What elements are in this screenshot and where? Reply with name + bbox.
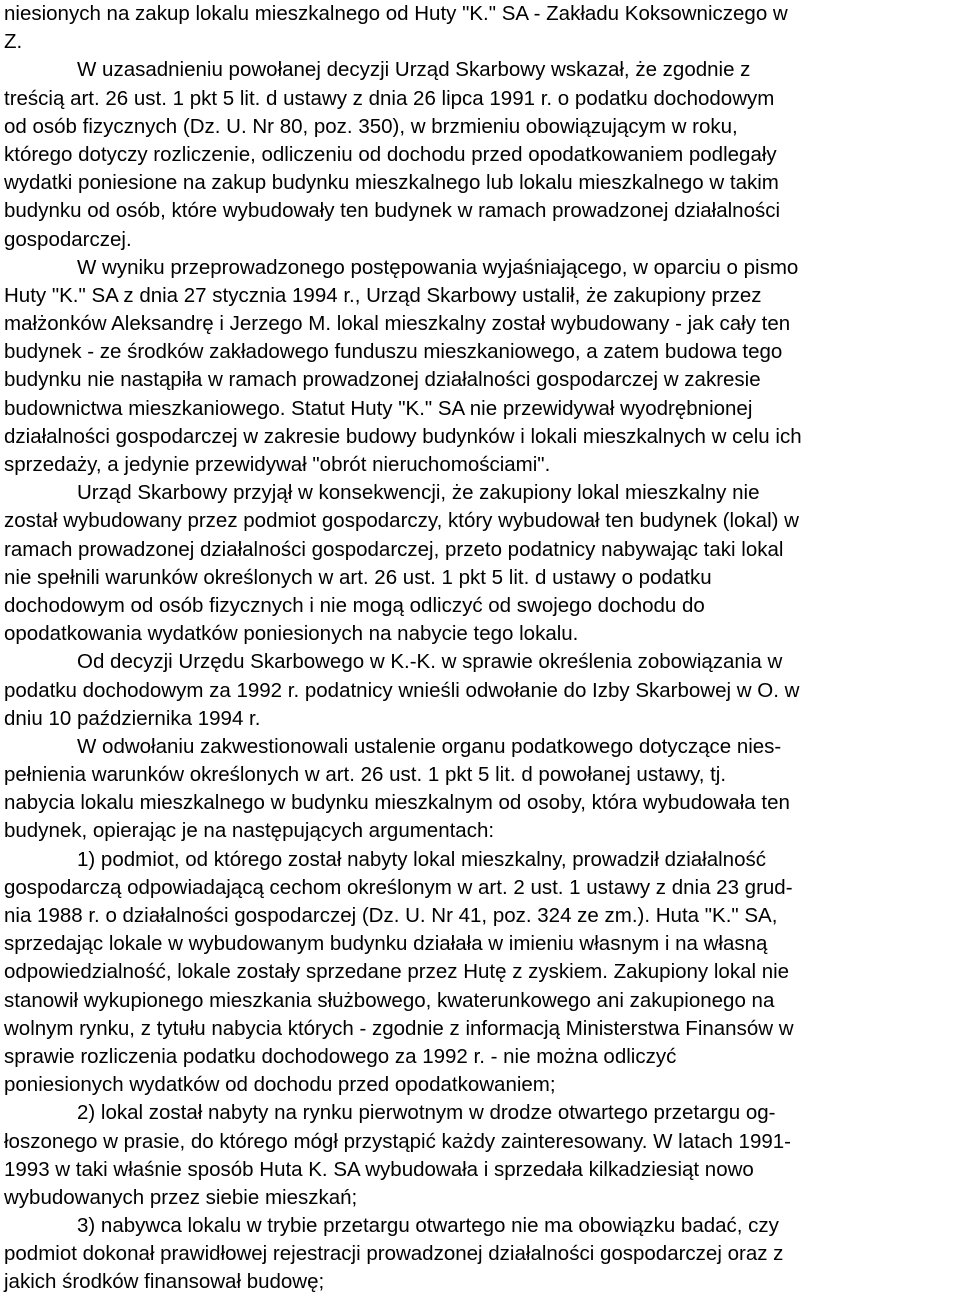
text-line: budynek - ze środków zakładowego funduszu mieszkaniowego, a zatem budowa tego bbox=[4, 340, 783, 364]
text-line: 2) lokal został nabyty na rynku pierwotnym w drodze otwartego przetargu og- bbox=[77, 1101, 776, 1125]
text-line: Urząd Skarbowy przyjął w konsekwencji, że zakupiony lokal mieszkalny nie bbox=[77, 481, 760, 505]
text-line: podatku dochodowym za 1992 r. podatnicy wnieśli odwołanie do Izby Skarbowej w O. w bbox=[4, 678, 800, 702]
text-line: wolnym rynku, z tytułu nabycia których - zgodnie z informacją Ministerstwa Finansów w bbox=[4, 1016, 794, 1040]
text-line: wydatki poniesione na zakup budynku mieszkalnego lub lokalu mieszkalnego w takim bbox=[4, 171, 779, 195]
text-line: dniu 10 października 1994 r. bbox=[4, 706, 261, 730]
text-line: stanowił wykupionego mieszkania służbowego, kwaterunkowego ani zakupionego na bbox=[4, 988, 775, 1012]
text-line: ramach prowadzonej działalności gospodarczej, przeto podatnicy nabywając taki lokal bbox=[4, 537, 784, 561]
text-line: odpowiedzialność, lokale zostały sprzedane przez Hutę z zyskiem. Zakupiony lokal nie bbox=[4, 960, 790, 984]
text-line: pełnienia warunków określonych w art. 26 ust. 1 pkt 5 lit. d powołanej ustawy, tj. bbox=[4, 763, 727, 787]
text-line: gospodarczej. bbox=[4, 227, 132, 251]
text-line: Huty "K." SA z dnia 27 stycznia 1994 r., Urząd Skarbowy ustalił, że zakupiony przez bbox=[4, 283, 762, 307]
text-line: nia 1988 r. o działalności gospodarczej (Dz. U. Nr 41, poz. 324 ze zm.). Huta "K." SA, bbox=[4, 904, 778, 927]
text-line: 3) nabywca lokalu w trybie przetargu otwartego nie ma obowiązku badać, czy bbox=[77, 1214, 779, 1238]
text-line: łoszonego w prasie, do którego mógł przystąpić każdy zainteresowany. W latach 1991- bbox=[4, 1129, 791, 1153]
text-line: podmiot dokonał prawidłowej rejestracji prowadzonej działalności gospodarczej oraz z bbox=[4, 1242, 784, 1266]
text-line: działalności gospodarczej w zakresie budowy budynków i lokali mieszkalnych w celu ich bbox=[4, 424, 802, 448]
text-line: Z. bbox=[4, 30, 23, 54]
text-line: 1993 w taki właśnie sposób Huta K. SA wybudowała i sprzedała kilkadziesiąt nowo bbox=[4, 1157, 754, 1181]
text-line: sprzedając lokale w wybudowanym budynku działała w imieniu własnym i na własną bbox=[4, 932, 768, 956]
text-line: Od decyzji Urzędu Skarbowego w K.-K. w sprawie określenia zobowiązania w bbox=[77, 650, 783, 674]
text-line: treścią art. 26 ust. 1 pkt 5 lit. d ustawy z dnia 26 lipca 1991 r. o podatku dochodowym bbox=[4, 86, 775, 110]
text-line: którego dotyczy rozliczenie, odliczeniu od dochodu przed opodatkowaniem podlegały bbox=[4, 142, 777, 166]
text-line: wybudowanych przez siebie mieszkań; bbox=[4, 1185, 358, 1209]
text-line: poniesionych wydatków od dochodu przed opodatkowaniem; bbox=[4, 1073, 556, 1097]
text-line: budynek, opierając je na następujących argumentach: bbox=[4, 819, 495, 843]
text-line: W wyniku przeprowadzonego postępowania wyjaśniającego, w oparciu o pismo bbox=[77, 255, 799, 279]
text-line: dochodowym od osób fizycznych i nie mogą odliczyć od swojego dochodu do bbox=[4, 593, 705, 617]
text-line: od osób fizycznych (Dz. U. Nr 80, poz. 350), w brzmieniu obowiązującym w roku, bbox=[4, 114, 738, 138]
text-line: małżonków Aleksandrę i Jerzego M. lokal mieszkalny został wybudowany - jak cały ten bbox=[4, 312, 791, 336]
text-line: W uzasadnieniu powołanej decyzji Urząd Skarbowy wskazał, że zgodnie z bbox=[77, 58, 751, 82]
text-line: budynku nie nastąpiła w ramach prowadzonej działalności gospodarczej w zakresie bbox=[4, 368, 761, 392]
text-line: gospodarczą odpowiadającą cechom określonym w art. 2 ust. 1 ustawy z dnia 23 grud- bbox=[4, 875, 793, 899]
text-line: nie spełnili warunków określonych w art. 26 ust. 1 pkt 5 lit. d ustawy o podatku bbox=[4, 565, 712, 589]
text-line: budynku od osób, które wybudowały ten budynek w ramach prowadzonej działalności bbox=[4, 199, 781, 223]
text-line: sprzedaży, a jedynie przewidywał "obrót nieruchomościami". bbox=[4, 453, 551, 476]
text-line: opodatkowania wydatków poniesionych na nabycie tego lokalu. bbox=[4, 622, 579, 646]
text-line: W odwołaniu zakwestionowali ustalenie organu podatkowego dotyczące nies- bbox=[77, 734, 782, 758]
text-line: został wybudowany przez podmiot gospodarczy, który wybudował ten budynek (lokal) w bbox=[4, 509, 799, 533]
text-line: nabycia lokalu mieszkalnego w budynku mieszkalnym od osoby, która wybudowała ten bbox=[4, 791, 790, 815]
text-line: jakich środków finansował budowę; bbox=[4, 1270, 325, 1294]
document-page bbox=[4, 0, 958, 1297]
text-line: niesionych na zakup lokalu mieszkalnego od Huty "K." SA - Zakładu Koksowniczego w bbox=[4, 2, 788, 25]
text-line: budownictwa mieszkaniowego. Statut Huty "K." SA nie przewidywał wyodrębnionej bbox=[4, 396, 753, 420]
text-line: sprawie rozliczenia podatku dochodowego za 1992 r. - nie można odliczyć bbox=[4, 1044, 677, 1068]
text-line: 1) podmiot, od którego został nabyty lokal mieszkalny, prowadził działalność bbox=[77, 847, 766, 871]
